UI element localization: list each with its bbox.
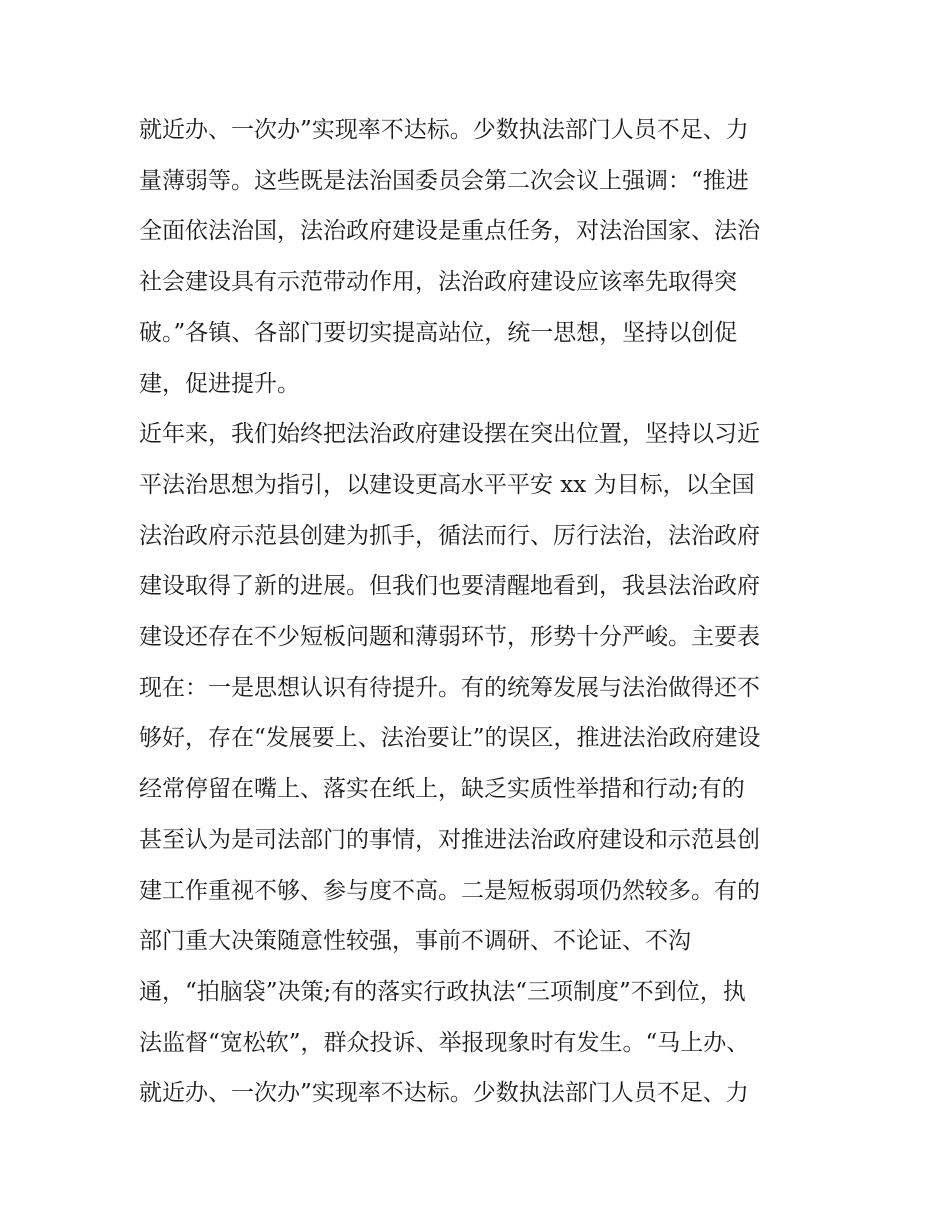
text-line: 部门重大决策随意性较强，事前不调研、不论证、不沟 — [139, 928, 691, 955]
text-line: 社会建设具有示范带动作用，法治政府建设应该率先取得突 — [139, 269, 737, 296]
text-line: 通，“拍脑袋”决策;有的落实行政执法“三项制度”不到位，执 — [139, 978, 746, 1005]
text-line: 平法治思想为指引，以建设更高水平平安 xx 为目标，以全国 — [139, 471, 755, 498]
text-line: 就近办、一次办”实现率不达标。少数执法部门人员不足、力 — [139, 117, 749, 143]
text-line: 现在：一是思想认识有待提升。有的统筹发展与法治做得还不 — [139, 674, 760, 701]
text-line: 建设取得了新的进展。但我们也要清醒地看到，我县法治政府 — [139, 573, 760, 600]
text-line: 建，促进提升。 — [139, 370, 300, 397]
text-line: 全面依法治国，法治政府建设是重点任务，对法治国家、法治 — [139, 218, 760, 245]
text-line: 就近办、一次办”实现率不达标。少数执法部门人员不足、力 — [139, 1080, 749, 1107]
text-line: 经常停留在嘴上、落实在纸上，缺乏实质性举措和行动;有的 — [139, 776, 745, 803]
text-line: 甚至认为是司法部门的事情，对推进法治政府建设和示范县创 — [139, 826, 760, 853]
text-line: 量薄弱等。这些既是法治国委员会第二次会议上强调：“推进 — [139, 167, 749, 194]
text-line: 法治政府示范县创建为抓手，循法而行、厉行法治，法治政府 — [139, 522, 760, 549]
text-line: 破。”各镇、各部门要切实提高站位，统一思想，坚持以创促 — [139, 319, 738, 346]
text-line: 建工作重视不够、参与度不高。二是短板弱项仍然较多。有的 — [139, 877, 760, 904]
text-line: 建设还存在不少短板问题和薄弱环节，形势十分严峻。主要表 — [139, 624, 760, 650]
text-line: 近年来，我们始终把法治政府建设摆在突出位置，坚持以习近 — [139, 421, 760, 448]
text-line: 法监督“宽松软”，群众投诉、举报现象时有发生。“马上办、 — [139, 1029, 750, 1056]
text-line: 够好，存在“发展要上、法治要让”的误区，推进法治政府建设 — [139, 725, 761, 752]
